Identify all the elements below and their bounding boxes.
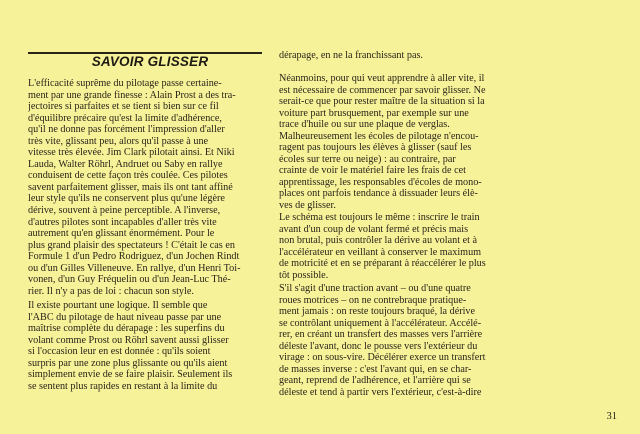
text-line: Malheureusement les écoles de pilotage n'encou- — [279, 130, 479, 142]
text-line: roues motrices – on ne contrebraque pratique- — [279, 294, 467, 306]
text-line: ragent pas toujours les élèves à glisser (sauf les — [279, 142, 472, 154]
text-line: Lauda, Walter Röhrl, Andruet ou Saby en rallye — [28, 158, 223, 170]
text-line: déleste et tend à partir vers l'extérieur, c'est-à-dire — [279, 386, 482, 398]
left-paragraph-1 — [28, 78, 266, 297]
text-line: se sentent plus rapides en restant à la limite du — [28, 380, 218, 392]
text-line: ment par une grande finesse : Alain Prost a des tra- — [28, 89, 236, 101]
text-line: apprentissage, les responsables d'écoles de mono- — [279, 176, 482, 188]
text-line: avant d'un coup de volant fermé et précis mais — [279, 223, 469, 235]
text-line: ment jamais : on reste toujours braqué, la dérive — [279, 306, 476, 318]
text-line: vonen, d'un Guy Fréquelin ou d'un Jean-Luc Thé- — [28, 274, 231, 286]
text-line: de masses inverse : c'est l'avant qui, en se char- — [279, 363, 472, 375]
text-line: de motricité et en se préparant à réaccélérer le plus — [279, 258, 486, 270]
text-line: rer, en créant un transfert des masses vers l'arrière — [279, 329, 483, 341]
text-line: vitesse très élevée. Jim Clark pilotait ainsi. Et Niki — [28, 147, 235, 159]
text-line: l'accélérateur en veillant à conserver le maximum — [279, 246, 482, 258]
text-line: maîtrise complète du dérapage : les superfins du — [28, 323, 225, 335]
text-line: écoles sur terre ou neige) : au contraire, par — [279, 153, 456, 165]
text-line: conduisent de cette façon très coulée. Ces pilotes — [28, 170, 228, 182]
section-title: SAVOIR GLISSER — [91, 54, 209, 69]
text-line: d'équilibre précaire qu'est la limite d'adhérence, — [28, 112, 222, 124]
text-line: Formule 1 d'un Pedro Rodriguez, d'un Jochen Rindt — [28, 251, 240, 263]
text-line: dérive, souvent à peine perceptible. A l'inverse, — [28, 205, 221, 217]
text-line: leur style qu'ils ne conservent plus qu'une légère — [28, 193, 225, 205]
text-line: autrement qu'en glissant énormément. Pour le — [28, 228, 215, 240]
text-line: trace d'huile ou sur une plaque de verglas. — [279, 119, 450, 131]
left-paragraph-2 — [28, 300, 266, 392]
right-paragraph-1 — [279, 50, 521, 62]
text-line: très vite, glissant peu, alors qu'il passe à une — [28, 135, 209, 147]
text-line: places ont parfois tendance à dissuader leurs élè- — [279, 188, 478, 200]
text-line: ou d'un Gilles Villeneuve. En rallye, d'un Henri Toi- — [28, 262, 241, 274]
text-line: geant, reprend de l'adhérence, et l'arrière qui se — [279, 375, 471, 387]
page-number: 31 — [606, 411, 617, 422]
right-paragraph-4 — [279, 283, 521, 398]
text-line: Il existe pourtant une logique. Il semble que — [28, 300, 208, 311]
text-line: Néanmoins, pour qui veut apprendre à aller vite, il — [279, 73, 485, 84]
text-line: surpris par une zone plus glissante ou qu'ils aient — [28, 357, 228, 369]
text-line: d'autres pilotes sont incapables d'aller très vite — [28, 216, 217, 228]
text-line: jectoires si parfaites et se tient si bien sur ce fil — [28, 101, 219, 113]
text-line: savent parfaitement glisser, mais ils ont tant affiné — [28, 181, 233, 193]
text-line: simplement envie de se faire plaisir. Seulement ils — [28, 369, 233, 381]
text-line: crainte de voir le matériel faire les frais de cet — [279, 165, 466, 177]
text-line: serait-ce que pour rester maître de la situation si la — [279, 96, 485, 108]
text-line: S'il s'agit d'une traction avant – ou d'une quatre — [279, 283, 471, 294]
text-line: l'ABC du pilotage de haut niveau passe par une — [28, 311, 222, 323]
text-line: non brutal, puis contrôler la dérive au volant et à — [279, 235, 478, 247]
text-line: plus grand plaisir des spectateurs ! C'était le cas en — [28, 239, 235, 251]
text-line: est nécessaire de commencer par savoir glisser. Ne — [279, 84, 486, 96]
right-paragraph-2 — [279, 73, 521, 212]
text-line: si l'occasion leur en est donnée : qu'ils soient — [28, 346, 211, 358]
text-line: tôt possible. — [279, 269, 329, 281]
text-line: rier. Il n'y a pas de loi : chacun son style. — [28, 285, 194, 297]
text-line: ves de glisser. — [279, 200, 336, 212]
text-line: qu'il ne donne pas forcément l'impression d'aller — [28, 124, 225, 136]
text-line: L'efficacité suprême du pilotage passe certaine- — [28, 78, 222, 89]
text-line: déleste l'avant, donc le pousse vers l'extérieur du — [279, 340, 478, 352]
text-line: se contrôlant uniquement à l'accélérateur. Accélé- — [279, 317, 482, 329]
text-line: volant comme Prost ou Röhrl savent aussi glisser — [28, 334, 229, 346]
text-line: voiture part brusquement, par exemple sur une — [279, 107, 469, 119]
text-line: dérapage, en ne la franchissant pas. — [279, 50, 423, 61]
right-paragraph-3 — [279, 212, 521, 281]
text-line: Le schéma est toujours le même : inscrire le train — [279, 212, 480, 223]
text-line: virage : on sous-vire. Décélérer exerce un transfert — [279, 352, 486, 364]
